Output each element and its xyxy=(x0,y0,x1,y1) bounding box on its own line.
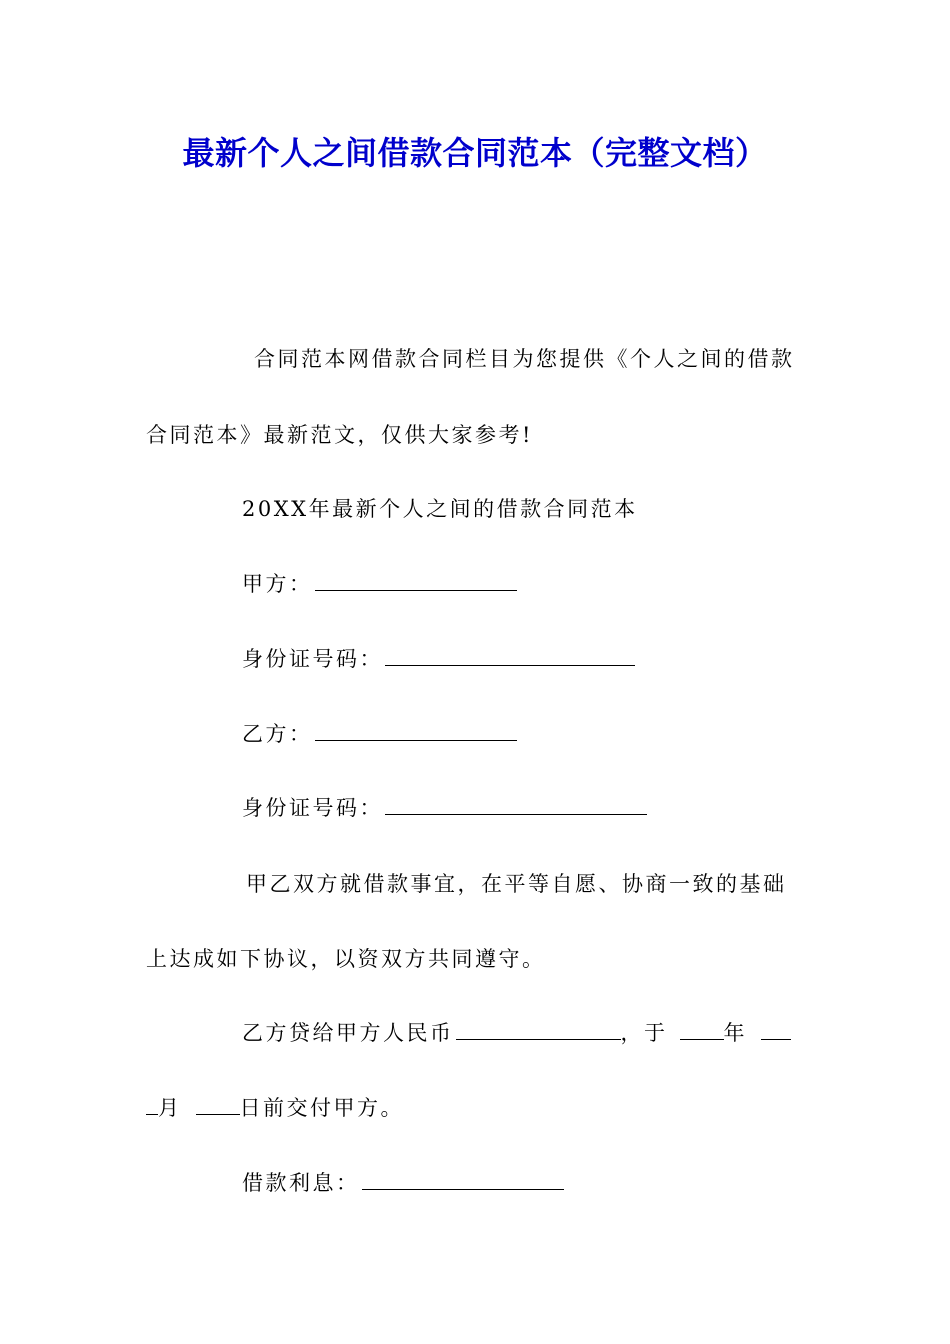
party-a-row xyxy=(242,569,517,599)
party-a-id-label: 身份证号码： xyxy=(242,647,383,671)
interest-row xyxy=(242,1168,564,1198)
party-a-label: 甲方： xyxy=(242,572,313,596)
interest-blank xyxy=(362,1169,564,1190)
document-title: 最新个人之间借款合同范本（完整文档） xyxy=(182,134,768,172)
party-a-id-row xyxy=(242,644,635,674)
loan-amount-row xyxy=(242,1018,791,1048)
party-a-blank xyxy=(315,570,517,591)
party-b-id-blank xyxy=(385,794,647,815)
party-b-label: 乙方： xyxy=(242,722,313,746)
contract-subtitle: 20XX年最新个人之间的借款合同范本 xyxy=(242,497,638,521)
loan-year-blank xyxy=(680,1019,724,1040)
loan-year-label: 年 xyxy=(723,1021,747,1045)
agreement-line-2: 上达成如下协议，以资双方共同遵守。 xyxy=(146,947,546,971)
party-b-blank xyxy=(315,720,517,741)
party-b-id-row xyxy=(242,793,647,823)
loan-comma-yu: ，于 xyxy=(620,1021,668,1045)
intro-line-1: 合同范本网借款合同栏目为您提供《个人之间的借款 xyxy=(254,347,795,371)
party-a-id-blank xyxy=(385,645,635,666)
loan-prefix: 乙方贷给甲方人民币 xyxy=(242,1021,454,1045)
intro-line-2: 合同范本》最新范文，仅供大家参考! xyxy=(146,423,533,447)
agreement-line-1: 甲乙双方就借款事宜，在平等自愿、协商一致的基础 xyxy=(246,872,787,896)
loan-month-blank-end xyxy=(146,1094,158,1115)
interest-label: 借款利息： xyxy=(242,1171,360,1195)
loan-day-blank xyxy=(196,1094,240,1115)
loan-month-blank-start xyxy=(761,1019,791,1040)
loan-day-suffix: 日前交付甲方。 xyxy=(239,1096,404,1120)
loan-amount-blank xyxy=(456,1019,621,1040)
loan-date-row xyxy=(146,1093,404,1123)
party-b-id-label: 身份证号码： xyxy=(242,796,383,820)
party-b-row xyxy=(242,719,517,749)
loan-month-label: 月 xyxy=(158,1096,182,1120)
